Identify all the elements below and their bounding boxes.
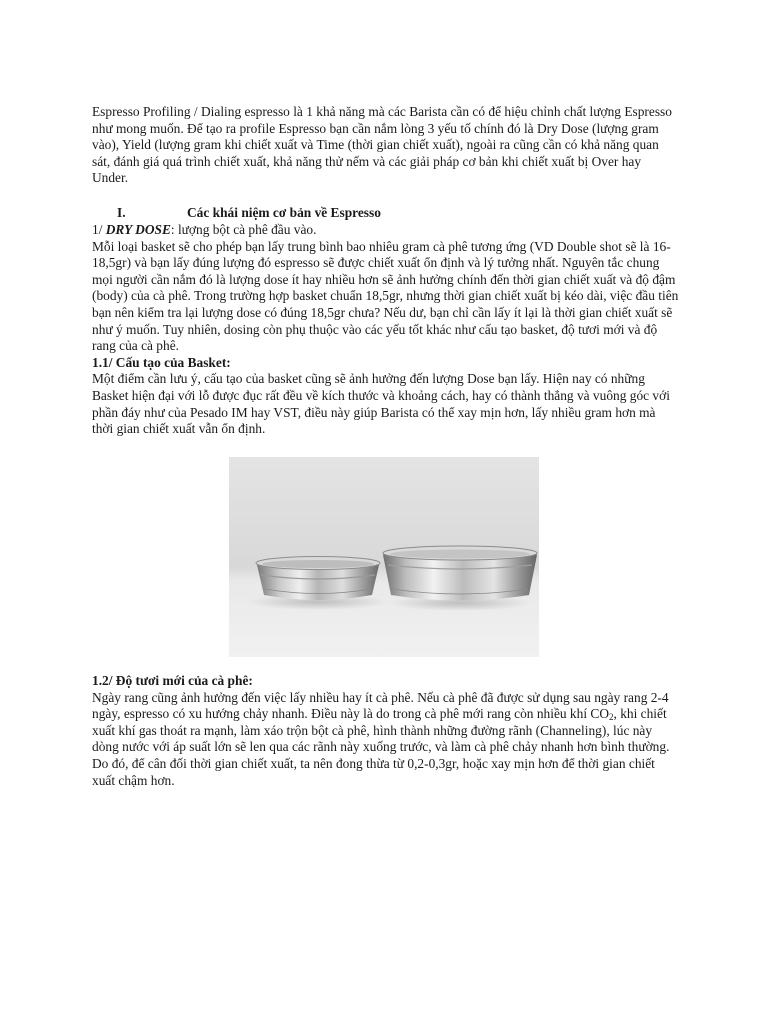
co2-subscript: 2 (609, 712, 614, 723)
dry-dose-definition: : lượng bột cà phê đầu vào. (170, 222, 317, 237)
dry-dose-line (92, 222, 680, 239)
section-title: Các khái niệm cơ bản về Espresso (187, 205, 381, 220)
dry-dose-term: DRY DOSE (105, 222, 171, 237)
intro-paragraph: Espresso Profiling / Dialing espresso là 1 khả năng mà các Barista cần có để hiệu chỉnh chất lượng Espresso như mong muốn. Để tạo ra profile Espresso bạn cần nắm lòng 3 yếu tố chính đó là Dry Dose (lượng gram vào), Yield (lượng gram khi chiết xuất và Time (thời gian chiết xuất), ngoài ra cũng cần có khả năng quan sát, đánh giá quá trình chiết xuất, khả năng thử nếm và các giải pháp cơ bản khi chiết xuất bị Over hay Under. (92, 104, 672, 186)
dry-dose-prefix: 1/ (92, 222, 106, 237)
section-number: I. (117, 205, 126, 220)
section-heading (92, 205, 381, 221)
freshness-paragraph (92, 690, 680, 790)
freshness-text-before: Ngày rang cũng ảnh hưởng đến việc lấy nhiều hay ít cà phê. Nếu cà phê đã được sử dụng sau ngày rang 2-4 ngày, espresso có xu hướng chảy nhanh. Điều này là do trong cà phê mới rang còn nhiều khí CO (92, 689, 669, 722)
freshness-body (92, 673, 680, 789)
left-basket (256, 557, 380, 601)
basket-heading: 1.1/ Cấu tạo của Basket: (92, 354, 231, 370)
basket-photo (229, 457, 539, 657)
right-basket (383, 546, 537, 601)
freshness-heading: 1.2/ Độ tươi mới của cà phê: (92, 673, 253, 688)
basket-paragraph: Một điểm cần lưu ý, cấu tạo của basket cũng sẽ ảnh hưởng đến lượng Dose bạn lấy. Hiện nay có những Basket hiện đại với lỗ được đục rất đều về kích thước và khoảng cách, hay có thành thẳng và vuông góc với phần đáy như của Pesado IM hay VST, điều này giúp Barista có thể xay mịn hơn, lấy nhiều gram hơn mà thời gian chiết xuất vẫn ổn định. (92, 371, 670, 437)
freshness-text-after: , khi chiết xuất khí gas thoát ra mạnh, làm xáo trộn bột cà phê, hình thành những đường rãnh (Channeling), lúc này dòng nước với áp suất lớn sẽ len qua các rãnh này xuống trước, và làm cà phê chảy nhanh hơn bình thường. Do đó, để cân đối thời gian chiết xuất, ta nên đong thừa từ 0,2-0,3gr, hoặc xay mịn hơn để thời gian chiết xuất chậm hơn. (92, 706, 670, 788)
dry-dose-paragraph: Mỗi loại basket sẽ cho phép bạn lấy trung bình bao nhiêu gram cà phê tương ứng (VD Double shot sẽ là 16-18,5gr) và bạn lấy đúng lượng đó espresso sẽ được chiết xuất ổn định và lý tưởng nhất. Nguyên tắc chung mọi người cần nắm đó là lượng dose ít hay nhiều hơn sẽ ảnh hưởng chính đến thời gian chiết xuất và độ đậm (body) của cà phê. Trong trường hợp basket chuẩn 18,5gr, nhưng thời gian chiết xuất bị kéo dài, việc đầu tiên bạn nên kiểm tra lại lượng dose có đúng 18,5gr chưa? Nếu dư, bạn chỉ cần lấy ít lại là thời gian chiết xuất sẽ như ý muốn. Tuy nhiên, dosing còn phụ thuộc vào các yếu tốt khác như cấu tạo basket, độ tươi mới và độ rang của cà phê. (92, 238, 679, 354)
concepts-body (92, 222, 680, 438)
